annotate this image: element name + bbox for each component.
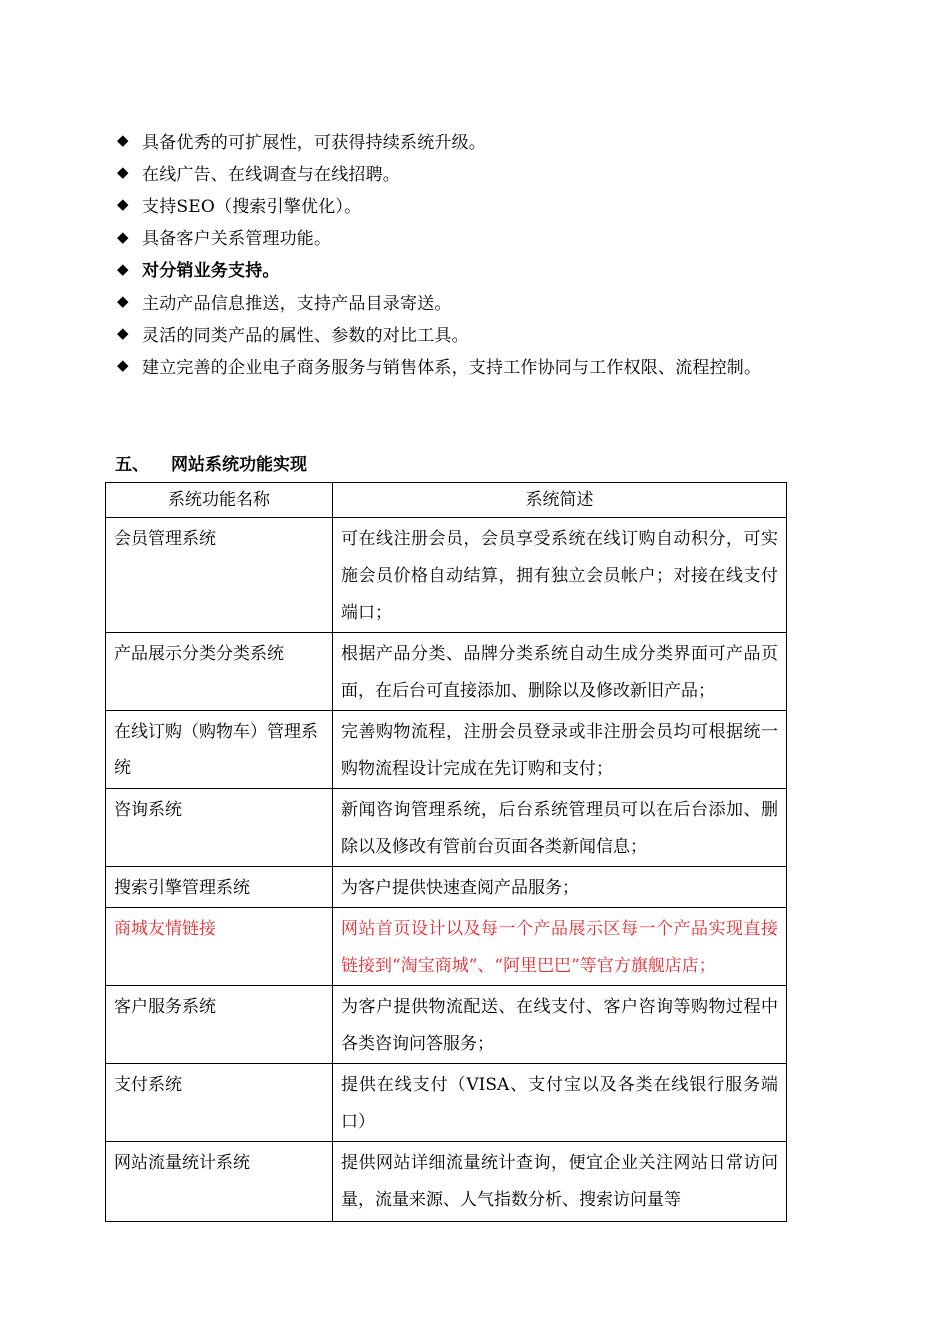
diamond-bullet-icon: ◆ xyxy=(117,163,129,182)
bullet-item xyxy=(117,285,877,317)
feature-desc-cell: 提供在线支付（VISA、支付宝以及各类在线银行服务端口） xyxy=(333,1064,787,1142)
diamond-bullet-icon: ◆ xyxy=(117,195,129,214)
feature-desc-cell: 根据产品分类、品牌分类系统自动生成分类界面可产品页面，在后台可直接添加、删除以及修改新旧产品； xyxy=(333,633,787,711)
feature-name-cell: 搜索引擎管理系统 xyxy=(106,867,333,908)
table-row xyxy=(106,867,787,908)
table-row-highlighted xyxy=(106,908,787,986)
bullet-item xyxy=(117,124,877,156)
bullet-item xyxy=(117,156,877,188)
bullet-text: 支持SEO（搜索引擎优化）。 xyxy=(142,196,362,217)
feature-desc-cell: 新闻咨询管理系统，后台系统管理员可以在后台添加、删除以及修改有管前台页面各类新闻信息； xyxy=(333,789,787,867)
bullet-text: 具备客户关系管理功能。 xyxy=(142,229,332,250)
diamond-bullet-icon: ◆ xyxy=(117,356,129,375)
bullet-text: 灵活的同类产品的属性、参数的对比工具。 xyxy=(142,325,469,346)
bullet-item xyxy=(117,349,877,381)
feature-name-cell: 会员管理系统 xyxy=(106,518,333,633)
diamond-bullet-icon: ◆ xyxy=(117,259,129,278)
feature-desc-cell: 提供网站详细流量统计查询，便宜企业关注网站日常访问量，流量来源、人气指数分析、搜索访问量等 xyxy=(333,1142,787,1222)
feature-bullet-list xyxy=(117,124,877,382)
feature-table xyxy=(105,482,787,1222)
feature-desc-cell: 为客户提供物流配送、在线支付、客户咨询等购物过程中各类咨询问答服务； xyxy=(333,986,787,1064)
diamond-bullet-icon: ◆ xyxy=(117,227,129,246)
section-heading xyxy=(115,450,307,475)
feature-name-cell: 在线订购（购物车）管理系统 xyxy=(106,711,333,789)
feature-desc-cell: 完善购物流程，注册会员登录或非注册会员均可根据统一购物流程设计完成在先订购和支付； xyxy=(333,711,787,789)
feature-desc-cell: 可在线注册会员，会员享受系统在线订购自动积分，可实施会员价格自动结算，拥有独立会员帐户；对接在线支付端口； xyxy=(333,518,787,633)
feature-desc-cell: 为客户提供快速查阅产品服务； xyxy=(333,867,787,908)
column-header-desc: 系统简述 xyxy=(333,483,787,518)
feature-name-cell: 产品展示分类分类系统 xyxy=(106,633,333,711)
bullet-text: 建立完善的企业电子商务服务与销售体系，支持工作协同与工作权限、流程控制。 xyxy=(142,357,762,378)
table-header-row xyxy=(106,483,787,518)
table-row xyxy=(106,986,787,1064)
feature-name-cell: 支付系统 xyxy=(106,1064,333,1142)
diamond-bullet-icon: ◆ xyxy=(117,292,129,311)
bullet-item xyxy=(117,221,877,253)
table-row xyxy=(106,1142,787,1222)
bullet-text: 在线广告、在线调查与在线招聘。 xyxy=(142,164,400,185)
table-row xyxy=(106,1064,787,1142)
table-row xyxy=(106,789,787,867)
bullet-text: 主动产品信息推送，支持产品目录寄送。 xyxy=(142,293,452,314)
section-title: 网站系统功能实现 xyxy=(171,455,307,475)
table-row xyxy=(106,518,787,633)
feature-name-cell: 商城友情链接 xyxy=(106,908,333,986)
table-row xyxy=(106,633,787,711)
section-number: 五、 xyxy=(115,455,149,475)
column-header-name: 系统功能名称 xyxy=(106,483,333,518)
diamond-bullet-icon: ◆ xyxy=(117,324,129,343)
bullet-text: 对分销业务支持。 xyxy=(142,261,280,282)
bullet-text: 具备优秀的可扩展性，可获得持续系统升级。 xyxy=(142,132,486,153)
bullet-item-bold xyxy=(117,253,877,285)
bullet-item xyxy=(117,317,877,349)
diamond-bullet-icon: ◆ xyxy=(117,131,129,150)
feature-name-cell: 客户服务系统 xyxy=(106,986,333,1064)
feature-desc-cell: 网站首页设计以及每一个产品展示区每一个产品实现直接链接到“淘宝商城”、“阿里巴巴”等官方旗舰店店； xyxy=(333,908,787,986)
feature-name-cell: 咨询系统 xyxy=(106,789,333,867)
table-row xyxy=(106,711,787,789)
feature-name-cell: 网站流量统计系统 xyxy=(106,1142,333,1222)
bullet-item xyxy=(117,188,877,220)
